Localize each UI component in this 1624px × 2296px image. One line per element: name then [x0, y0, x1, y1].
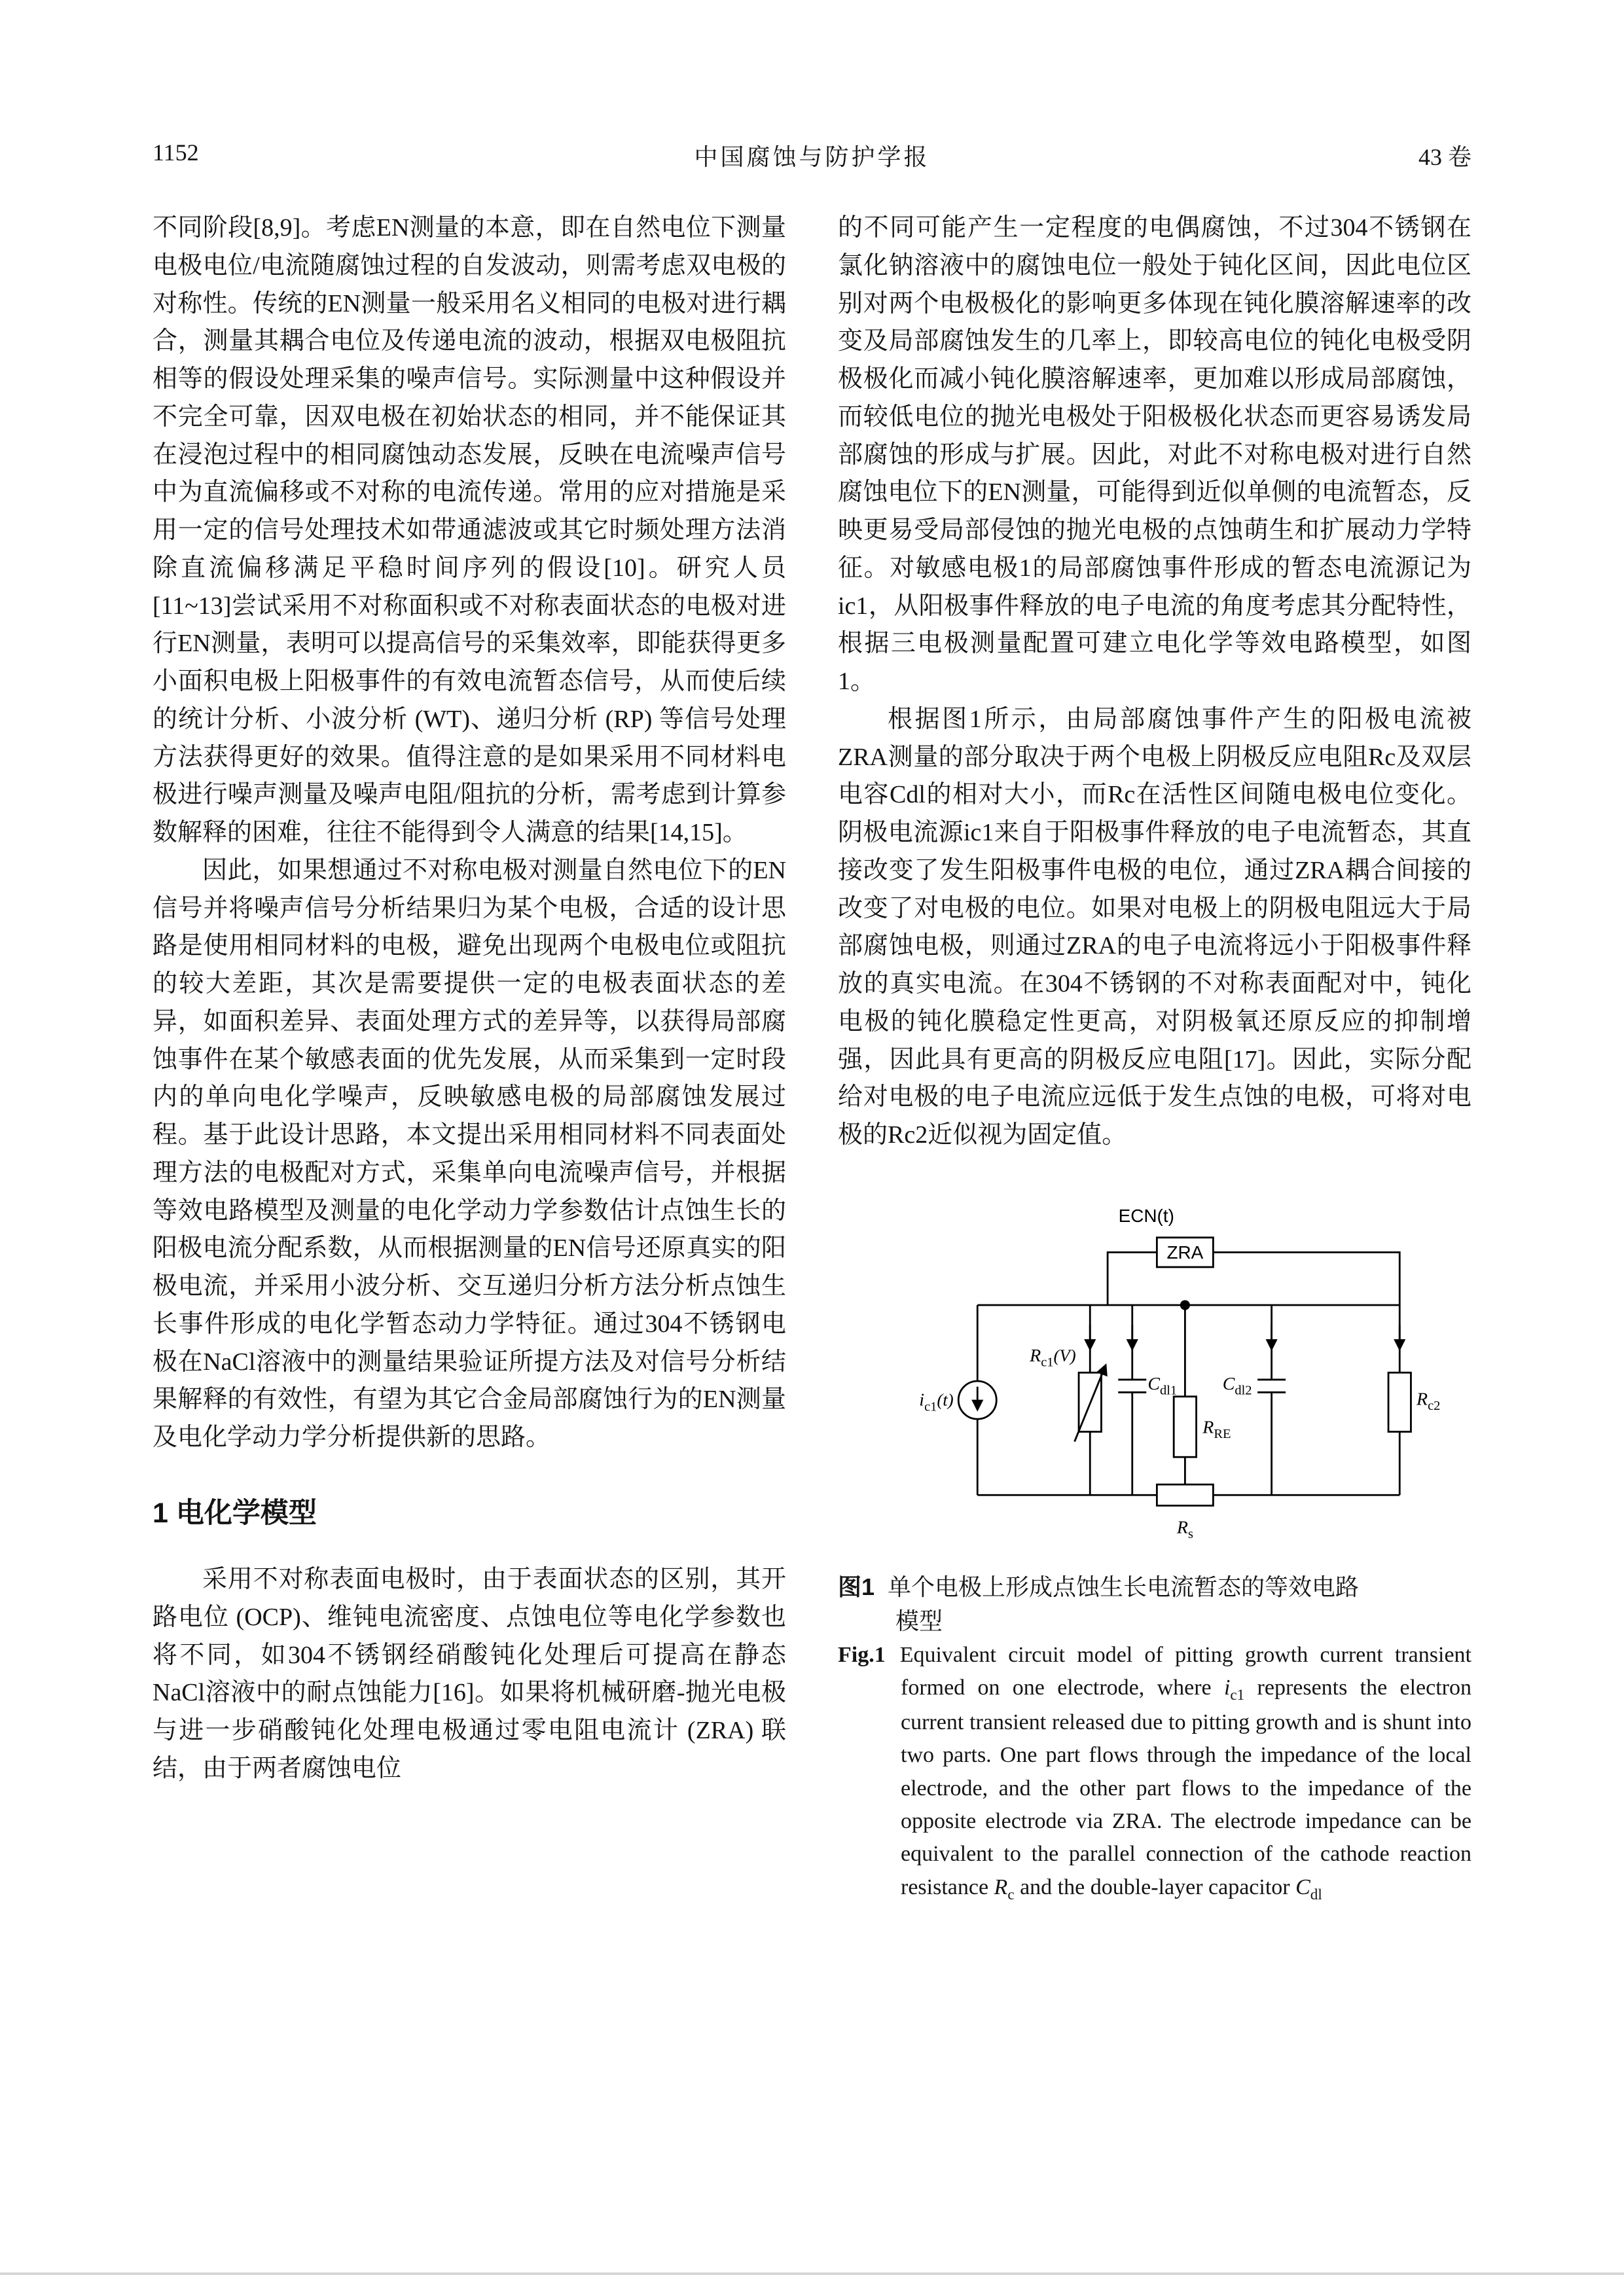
label-ic1: ic1(t) — [919, 1390, 954, 1414]
caption-en-seg3: and the double-layer capacitor — [1014, 1874, 1296, 1899]
two-column-body — [153, 209, 1471, 1906]
wire-zra-right — [1213, 1252, 1399, 1305]
equivalent-circuit-diagram — [900, 1193, 1463, 1545]
caption-var-ic1-sub: c1 — [1230, 1686, 1245, 1704]
label-rs: Rs — [1176, 1517, 1193, 1541]
page-bottom-rule — [0, 2272, 1624, 2275]
paragraph-continuation: 的不同可能产生一定程度的电偶腐蚀，不过304不锈钢在氯化钠溶液中的腐蚀电位一般处于钝化区间，因此电位区别对两个电极极化的影响更多体现在钝化膜溶解速率的改变及局部腐蚀发生的几率上，即较高电位的钝化电极受阴极极化而减小钝化膜溶解速率，更加难以形成局部腐蚀，而较低电位的抛光电极处于阳极极化状态而更容易诱发局部腐蚀的形成与扩展。因此，对此不对称电极对进行自然腐蚀电位下的EN测量，可能得到近似单侧的电流暂态，反映更易受局部侵蚀的抛光电极的点蚀萌生和扩展动力学特征。对敏感电极1的局部腐蚀事件形成的暂态电流源记为ic1，从阳极事件释放的电子电流的角度考虑其分配特性，根据三电极测量配置可建立电化学等效电路模型，如图1。 — [838, 214, 1471, 695]
figure-caption-en-label: Fig.1 — [838, 1642, 886, 1667]
page-number: 1152 — [153, 139, 199, 166]
caption-var-ic1: i — [1223, 1675, 1231, 1700]
figure-caption-zh — [838, 1570, 1369, 1638]
paragraph: 根据图1所示，由局部腐蚀事件产生的阳极电流被ZRA测量的部分取决于两个电极上阴极反应电阻Rc及双层电容Cdl的相对大小，而Rc在活性区间随电极电位变化。阴极电流源ic1来自于阳极事件释放的电子电流暂态，其直接改变了发生阳极事件电极的电位，通过ZRA耦合间接的改变了对电极的电位。如果对电极上的阴极电阻远大于局部腐蚀电极，则通过ZRA的电子电流将远小于阳极事件释放的真实电流。在304不锈钢的不对称表面配对中，钝化电极的钝化膜稳定性更高，对阴极氧还原反应的抑制增强，因此具有更高的阴极反应电阻[17]。因此，实际分配给对电极的电子电流应远低于发生点蚀的电极，可将对电极的Rc2近似视为固定值。 — [838, 705, 1471, 1149]
paragraph: 采用不对称表面电极时，由于表面状态的区别，其开路电位 (OCP)、维钝电流密度、点蚀电位等电化学参数也将不同，如304不锈钢经硝酸钝化处理后可提高在静态NaCl溶液中的耐点蚀能力[16]。如果将机械研磨-抛光电极与进一步硝酸钝化处理电极通过零电阻电流计 (ZRA) 联结，由于两者腐蚀电位 — [153, 1566, 786, 1782]
right-column — [838, 209, 1471, 1906]
label-rc2: Rc2 — [1416, 1389, 1441, 1413]
caption-en-seg1: Equivalent circuit model of pitting growth current transient formed on one electrode, where — [899, 1642, 1471, 1700]
label-ecn: ECN(t) — [1118, 1205, 1174, 1226]
label-zra: ZRA — [1166, 1242, 1204, 1263]
label-rre: RRE — [1202, 1417, 1231, 1441]
caption-var-rc: R — [994, 1874, 1008, 1899]
resistor-rre — [1174, 1397, 1196, 1457]
caption-var-rc-sub: c — [1007, 1886, 1015, 1903]
resistor-rc2 — [1388, 1372, 1411, 1431]
page-header — [153, 139, 1471, 171]
figure-caption-en — [838, 1639, 1471, 1906]
wire-zra-left — [1108, 1252, 1157, 1305]
paragraph-continuation: 不同阶段[8,9]。考虑EN测量的本意，即在自然电位下测量电极电位/电流随腐蚀过程的自发波动，则需考虑双电极的对称性。传统的EN测量一般采用名义相同的电极对进行耦合，测量其耦合电位及传递电流的波动，根据双电极阻抗相等的假设处理采集的噪声信号。实际测量中这种假设并不完全可靠，因双电极在初始状态的相同，并不能保证其在浸泡过程中的相同腐蚀动态发展，反映在电流噪声信号中为直流偏移或不对称的电流传递。常用的应对措施是采用一定的信号处理技术如带通滤波或其它时频处理方法消除直流偏移满足平稳时间序列的假设[10]。研究人员[11~13]尝试采用不对称面积或不对称表面状态的电极对进行EN测量，表明可以提高信号的采集效率，即能获得更多小面积电极上阳极事件的有效电流暂态信号，从而使后续的统计分析、小波分析 (WT)、递归分析 (RP) 等信号处理方法获得更好的效果。值得注意的是如果采用不同材料电极进行噪声测量及噪声电阻/阻抗的分析，需考虑到计算参数解释的困难，往往不能得到令人满意的结果[14,15]。 — [153, 214, 786, 846]
volume-label: 43 卷 — [1418, 144, 1471, 170]
journal-title: 中国腐蚀与防护学报 — [694, 144, 930, 170]
figure-1-caption — [838, 1570, 1471, 1905]
section-heading: 1 电化学模型 — [153, 1497, 317, 1529]
label-cdl1: Cdl1 — [1147, 1373, 1178, 1398]
figure-1 — [838, 1193, 1471, 1906]
caption-var-cdl-sub: dl — [1310, 1886, 1322, 1903]
figure-caption-zh-label: 图1 — [838, 1573, 875, 1601]
caption-var-cdl: C — [1295, 1874, 1310, 1899]
caption-en-seg2: represents the electron current transient released due to pitting growth and is shunt into two parts. One part flows through the impedance of the local electrode, and the other part flows to the impedance of the opposite electrode via ZRA. The electrode impedance can be equivalent to the parallel connection of the cathode reaction resistance — [901, 1675, 1471, 1899]
paragraph: 因此，如果想通过不对称电极对测量自然电位下的EN信号并将噪声信号分析结果归为某个电极，合适的设计思路是使用相同材料的电极，避免出现两个电极电位或阻抗的较大差距，其次是需要提供一定的电极表面状态的差异，如面积差异、表面处理方式的差异等，以获得局部腐蚀事件在某个敏感表面的优先发展，从而采集到一定时段内的单向电化学噪声，反映敏感电极的局部腐蚀发展过程。基于此设计思路，本文提出采用相同材料不同表面处理方法的电极配对方式，采集单向电流噪声信号，并根据等效电路模型及测量的电化学动力学参数估计点蚀生长的阳极电流分配系数，从而根据测量的EN信号还原真实的阳极电流，并采用小波分析、交互递归分析方法分析点蚀生长事件形成的电化学暂态动力学特征。通过304不锈钢电极在NaCl溶液中的测量结果验证所提方法及对信号分析结果解释的有效性，有望为其它合金局部腐蚀行为的EN测量及电化学动力学分析提供新的思路。 — [153, 856, 786, 1451]
figure-caption-zh-text: 单个电极上形成点蚀生长电流暂态的等效电路模型 — [888, 1574, 1360, 1635]
left-column — [153, 209, 786, 1788]
resistor-rs — [1157, 1484, 1213, 1505]
label-cdl2: Cdl2 — [1222, 1373, 1252, 1398]
label-rc1: Rc1(V) — [1030, 1345, 1076, 1370]
